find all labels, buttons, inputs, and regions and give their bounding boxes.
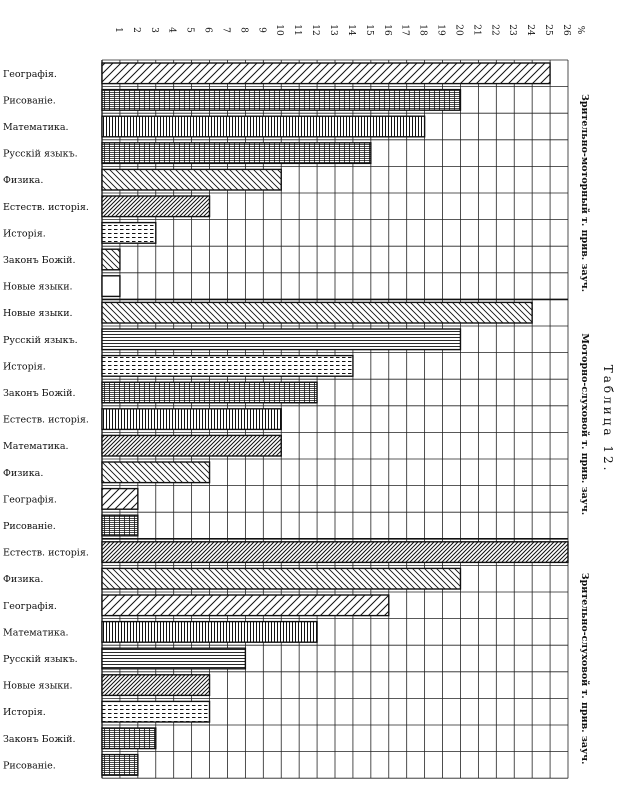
bar xyxy=(102,568,460,589)
bar xyxy=(102,329,460,350)
tick-label: 4 xyxy=(166,27,177,33)
bar xyxy=(102,462,210,483)
tick-label: 11 xyxy=(292,24,303,36)
category-label: Математика. xyxy=(3,627,69,639)
tick-label: 17 xyxy=(399,24,410,36)
tick-label: 1 xyxy=(112,27,123,33)
bar xyxy=(102,489,138,510)
bar xyxy=(102,196,210,217)
category-label: Законъ Божій. xyxy=(3,733,76,745)
category-label: Законъ Божій. xyxy=(3,388,76,399)
bar xyxy=(102,382,317,403)
tick-label: 12 xyxy=(310,24,321,36)
tick-label: 22 xyxy=(489,24,500,36)
group-label: Зрительно-моторный т. прив. зауч. xyxy=(579,94,590,293)
bar xyxy=(102,728,156,749)
category-label: Математика. xyxy=(3,441,69,453)
bar xyxy=(102,63,550,84)
category-label: Рисованіе. xyxy=(3,95,56,107)
chart-title: Таблица 12. xyxy=(601,364,615,474)
bar xyxy=(102,409,281,430)
category-label: Географія. xyxy=(3,600,57,612)
bar xyxy=(102,595,389,616)
bar xyxy=(102,515,138,536)
tick-label: 13 xyxy=(328,24,338,36)
bar xyxy=(102,90,460,111)
category-label: Физика. xyxy=(3,175,44,187)
tick-label: 2 xyxy=(130,27,141,33)
category-label: Естеств. исторія. xyxy=(3,201,89,213)
bar xyxy=(102,116,425,137)
tick-label: 26 xyxy=(561,24,571,36)
category-label: Географія. xyxy=(3,68,57,80)
bar xyxy=(102,755,138,776)
bar xyxy=(102,302,532,323)
bar xyxy=(102,675,210,696)
tick-label: 25 xyxy=(543,24,554,36)
bar xyxy=(102,356,353,377)
category-label: Географія. xyxy=(3,494,57,506)
bar xyxy=(102,143,371,164)
category-label: Русскій языкъ. xyxy=(3,654,78,665)
group-label: Зрительно-слуховой т. прив. зауч. xyxy=(579,572,590,765)
category-label: Рисованіе. xyxy=(3,521,56,532)
unit-label: % xyxy=(575,25,585,35)
tick-label: 5 xyxy=(184,27,195,33)
bar xyxy=(102,648,245,669)
tick-label: 10 xyxy=(274,24,285,36)
tick-label: 20 xyxy=(453,24,464,36)
category-label: Физика. xyxy=(3,467,44,479)
category-label: Физика. xyxy=(3,574,44,586)
tick-label: 24 xyxy=(525,24,536,36)
category-label: Естеств. исторія. xyxy=(3,547,89,559)
bar xyxy=(102,276,120,297)
tick-label: 7 xyxy=(220,27,231,33)
category-label: Естеств. исторія. xyxy=(3,414,89,426)
tick-label: 9 xyxy=(256,27,267,33)
tick-label: 21 xyxy=(471,24,482,36)
tick-label: 18 xyxy=(417,24,428,36)
category-label: Русскій языкъ. xyxy=(3,148,78,160)
bar xyxy=(102,435,281,456)
tick-label: 8 xyxy=(238,27,249,33)
category-label: Исторія. xyxy=(3,361,46,373)
tick-label: 16 xyxy=(381,24,392,36)
category-label: Рисованіе. xyxy=(3,760,56,772)
category-label: Математика. xyxy=(3,122,69,133)
category-label: Исторія. xyxy=(3,707,46,719)
category-label: Русскій языкъ. xyxy=(3,334,78,346)
category-label: Исторія. xyxy=(3,228,46,240)
tick-label: 14 xyxy=(345,24,356,36)
tick-label: 15 xyxy=(363,24,374,36)
category-label: Новые языки. xyxy=(3,281,73,293)
tick-label: 6 xyxy=(202,27,213,33)
bar xyxy=(102,542,568,563)
bar xyxy=(102,249,120,270)
bar xyxy=(102,701,210,722)
category-label: Законъ Божій. xyxy=(3,255,76,266)
tick-label: 3 xyxy=(148,27,159,33)
tick-label: 23 xyxy=(507,24,518,36)
bar xyxy=(102,223,156,244)
group-label: Моторно-слуховой т. прив. зауч. xyxy=(579,333,590,516)
category-label: Новые языки. xyxy=(3,680,73,692)
tick-label: 19 xyxy=(435,24,446,36)
bar xyxy=(102,169,281,190)
category-label: Новые языки. xyxy=(3,308,73,320)
bar xyxy=(102,622,317,643)
